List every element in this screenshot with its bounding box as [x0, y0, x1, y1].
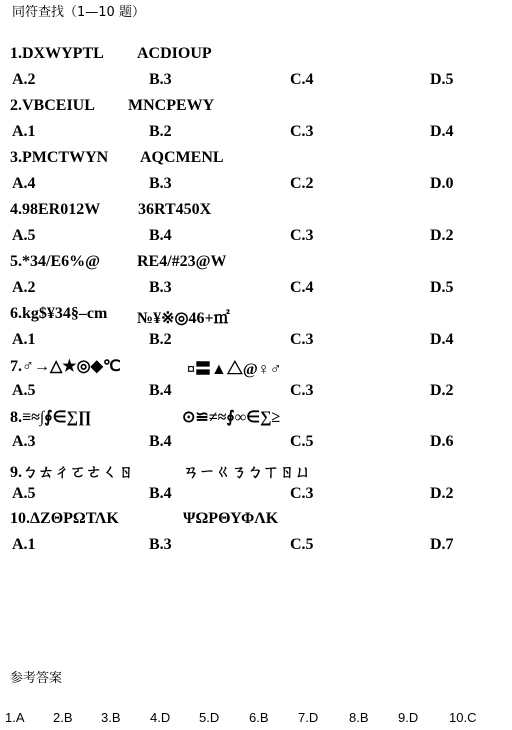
option-d: D.5 — [430, 71, 454, 88]
option-c: C.3 — [290, 331, 314, 348]
answer-item: 4.D — [150, 710, 171, 725]
option-c: C.4 — [290, 71, 314, 88]
option-b: B.4 — [149, 227, 172, 244]
option-row — [12, 279, 492, 299]
option-d: D.4 — [430, 123, 454, 140]
option-b: B.3 — [149, 175, 172, 192]
option-a: A.1 — [12, 536, 36, 553]
question-row — [10, 45, 500, 65]
question-row — [10, 356, 500, 376]
question-left-string: 4.98ER012W — [10, 201, 101, 218]
option-row — [12, 331, 492, 351]
option-b: B.2 — [149, 331, 172, 348]
option-d: D.2 — [430, 382, 454, 399]
option-c: C.3 — [290, 485, 314, 502]
question-left-string: 3.PMCTWYN — [10, 149, 109, 166]
option-c: C.3 — [290, 382, 314, 399]
option-a: A.5 — [12, 382, 36, 399]
question-right-string: AQCMENL — [140, 149, 224, 166]
question-row — [10, 97, 500, 117]
option-b: B.2 — [149, 123, 172, 140]
option-d: D.7 — [430, 536, 454, 553]
answer-item: 8.B — [349, 710, 369, 725]
option-row — [12, 485, 492, 505]
question-right-string: ⊙≌≠≈∮∞∈∑≥ — [182, 409, 281, 426]
option-d: D.0 — [430, 175, 454, 192]
option-b: B.4 — [149, 382, 172, 399]
question-left-string: 10.ΔΖΘΡΩΤΛΚ — [10, 510, 119, 527]
option-b: B.4 — [149, 433, 172, 450]
answer-item: 7.D — [298, 710, 319, 725]
question-row — [10, 149, 500, 169]
option-b: B.3 — [149, 71, 172, 88]
option-d: D.2 — [430, 485, 454, 502]
answer-item: 5.D — [199, 710, 220, 725]
question-right-string: ACDIOUP — [137, 45, 212, 62]
option-row — [12, 175, 492, 195]
option-c: C.3 — [290, 123, 314, 140]
question-right-string: ¤〓▲△@♀♂ — [187, 361, 282, 378]
option-row — [12, 536, 492, 556]
option-c: C.5 — [290, 433, 314, 450]
option-a: A.1 — [12, 331, 36, 348]
question-row — [10, 510, 500, 530]
option-c: C.5 — [290, 536, 314, 553]
option-row — [12, 382, 492, 402]
option-a: A.2 — [12, 71, 36, 88]
option-row — [12, 433, 492, 453]
question-row — [10, 305, 500, 325]
option-a: A.5 — [12, 227, 36, 244]
page-title: 同符查找（1—10 题） — [12, 5, 145, 20]
option-row — [12, 227, 492, 247]
option-a: A.1 — [12, 123, 36, 140]
option-c: C.2 — [290, 175, 314, 192]
question-left-string: 9.ㄅㄊㄔㄛㄜㄑㄖ — [10, 464, 135, 481]
question-right-string: ㄢㄧㄍㄋㄅㄒㄖㄩ — [183, 464, 312, 481]
option-b: B.4 — [149, 485, 172, 502]
option-a: A.4 — [12, 175, 36, 192]
option-d: D.2 — [430, 227, 454, 244]
question-row — [10, 253, 500, 273]
option-a: A.2 — [12, 279, 36, 296]
option-c: C.4 — [290, 279, 314, 296]
question-right-string: RE4/#23@W — [137, 253, 227, 270]
question-right-string: MNCPEWY — [128, 97, 215, 114]
question-right-string: ΨΩΡΘΥΦΛΚ — [183, 510, 279, 527]
question-row — [10, 459, 500, 479]
option-d: D.5 — [430, 279, 454, 296]
question-left-string: 1.DXWYPTL — [10, 45, 104, 62]
option-a: A.5 — [12, 485, 36, 502]
question-left-string: 7.♂→△★◎◆℃ — [10, 358, 121, 375]
question-left-string: 5.*34/E6%@ — [10, 253, 100, 270]
answer-item: 10.C — [449, 710, 477, 725]
option-c: C.3 — [290, 227, 314, 244]
answer-item: 3.B — [101, 710, 121, 725]
answer-item: 2.B — [53, 710, 73, 725]
question-row — [10, 407, 500, 427]
question-row — [10, 201, 500, 221]
answer-item: 9.D — [398, 710, 419, 725]
question-right-string: 36RT450X — [138, 201, 212, 218]
option-a: A.3 — [12, 433, 36, 450]
answer-item: 1.A — [5, 710, 25, 725]
option-d: D.4 — [430, 331, 454, 348]
option-b: B.3 — [149, 536, 172, 553]
option-b: B.3 — [149, 279, 172, 296]
option-row — [12, 71, 492, 91]
option-d: D.6 — [430, 433, 454, 450]
answer-item: 6.B — [249, 710, 269, 725]
question-right-string: №¥※◎46+㎡ — [137, 310, 230, 327]
question-left-string: 6.kg$¥34§–cm — [10, 305, 108, 322]
question-left-string: 8.≡≈∫∮∈∑∏ — [10, 409, 92, 426]
option-row — [12, 123, 492, 143]
answer-title: 参考答案 — [10, 671, 63, 686]
question-left-string: 2.VBCEIUL — [10, 97, 95, 114]
